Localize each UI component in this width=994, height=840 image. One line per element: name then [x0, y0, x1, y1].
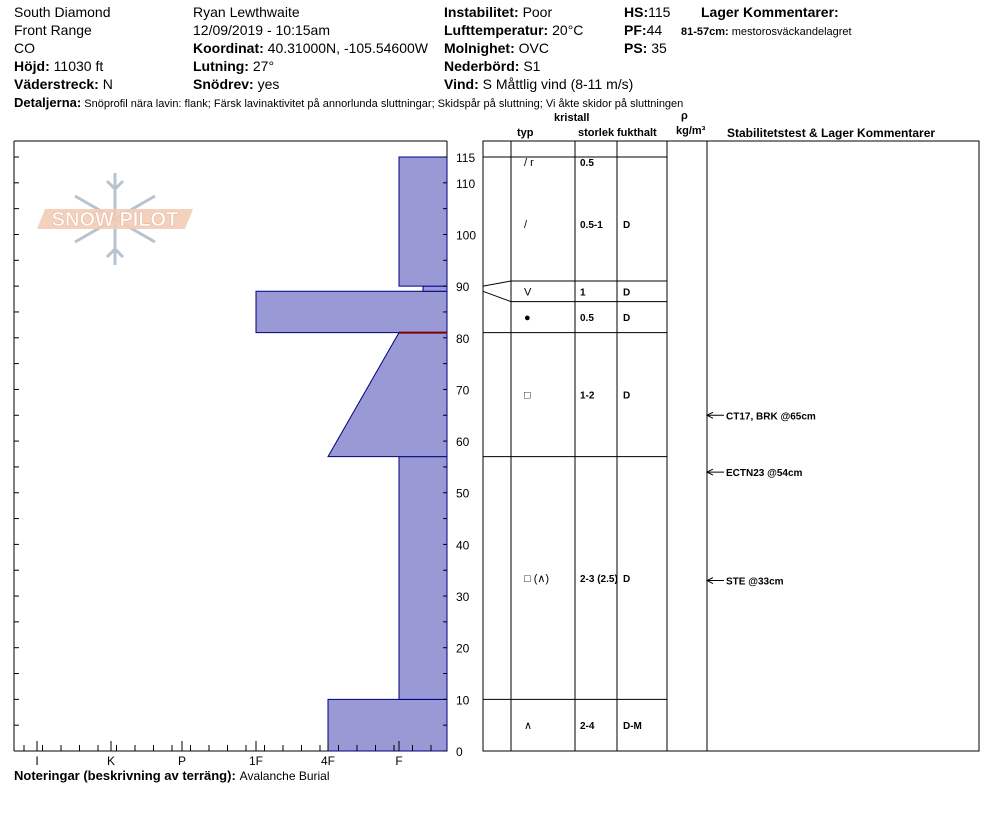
depth-tick-label: 100: [456, 228, 477, 243]
moisture: D-M: [623, 721, 642, 733]
precip-label: Nederbörd:: [444, 58, 520, 74]
hardness-bar: [399, 457, 447, 700]
grain-size: 1-2: [580, 390, 595, 402]
logo-text: SNOW PILOT: [51, 209, 179, 231]
grain-size: 0.5-1: [580, 220, 603, 232]
hs-label: HS:: [624, 4, 649, 20]
coord-value: 40.31000N, -105.54600W: [267, 40, 428, 56]
grain-type-symbol: □ (∧): [524, 572, 550, 585]
aspect-value: N: [102, 76, 113, 92]
profile-table: [483, 141, 979, 751]
grain-size: 2-4: [580, 721, 595, 733]
details-label: Detaljerna:: [14, 95, 82, 110]
hardness-tick-label: 4F: [320, 754, 336, 768]
layer-connector: [483, 281, 511, 286]
elevation-label: Höjd:: [14, 58, 50, 74]
airtemp-label: Lufttemperatur:: [444, 22, 549, 38]
depth-tick-label: 70: [456, 383, 470, 398]
grain-size: 1: [580, 287, 586, 299]
stability-test-label: CT17, BRK @65cm: [726, 411, 816, 423]
wind-value: S Måttlig vind (8-11 m/s): [482, 76, 634, 92]
grain-type-symbol: /: [524, 219, 528, 232]
aspect-label: Väderstreck:: [14, 76, 99, 92]
layer-connector: [483, 291, 511, 301]
sky-value: OVC: [518, 40, 549, 56]
coord-label: Koordinat:: [193, 40, 264, 56]
header-crystal: kristall: [554, 112, 590, 124]
grain-size: 0.5: [580, 158, 594, 170]
location-line-3: CO: [14, 40, 35, 56]
hardness-bar: [328, 333, 447, 457]
notes-value: Avalanche Burial: [239, 769, 330, 783]
sky-label: Molnighet:: [444, 40, 515, 56]
grain-type-symbol: □: [524, 389, 531, 402]
layer-comment-text: mestorosväckandelagret: [731, 26, 852, 38]
datetime: 12/09/2019 - 10:15am: [193, 22, 330, 38]
grain-type-symbol: / r: [524, 157, 534, 170]
moisture: D: [623, 390, 631, 402]
blowing-value: yes: [257, 76, 280, 92]
hs-value: 115: [648, 4, 671, 20]
airtemp-value: 20°C: [552, 22, 584, 38]
hardness-tick-label: I: [35, 754, 39, 768]
notes-label: Noteringar (beskrivning av terräng):: [14, 768, 236, 783]
grain-type-symbol: V: [524, 286, 532, 299]
hardness-bar: [423, 286, 447, 291]
hardness-tick-label: F: [395, 754, 403, 768]
instability-value: Poor: [522, 4, 553, 20]
depth-tick-label: 115: [456, 151, 476, 165]
header-moisture: fukthalt: [617, 127, 657, 139]
stability-test-label: STE @33cm: [726, 576, 784, 588]
hardness-tick-label: 1F: [248, 754, 264, 768]
header-type: typ: [517, 127, 534, 139]
instability-label: Instabilitet:: [444, 4, 519, 20]
hardness-bar: [256, 291, 447, 332]
location-line-1: South Diamond: [14, 4, 111, 20]
depth-tick-label: 0: [456, 745, 463, 759]
moisture: D: [623, 220, 631, 232]
depth-tick-label: 80: [456, 331, 470, 346]
details-text: Snöprofil nära lavin: flank; Färsk lavinaktivitet på annorlunda sluttningar; Skidspår på sluttning; Vi åkte skidor på sluttningen: [84, 98, 684, 110]
elevation-value: 11030 ft: [53, 58, 104, 74]
location-line-2: Front Range: [14, 22, 92, 38]
snowpilot-logo: [37, 173, 193, 265]
depth-tick-label: 110: [456, 176, 476, 191]
hardness-chart: [14, 141, 476, 768]
header-stability: Stabilitetstest & Lager Kommentarer: [727, 126, 936, 140]
moisture: D: [623, 573, 631, 585]
table-frame: [483, 141, 979, 751]
grain-type-symbol: ●: [524, 312, 531, 325]
hardness-bar: [399, 157, 447, 286]
grain-size: 0.5: [580, 313, 594, 325]
slope-value: 27°: [252, 58, 275, 74]
blowing-label: Snödrev:: [193, 76, 254, 92]
pf-value: 44: [646, 22, 663, 38]
ps-label: PS:: [624, 40, 648, 56]
depth-tick-label: 90: [456, 280, 470, 295]
depth-tick-label: 10: [456, 693, 470, 708]
ps-value: 35: [651, 40, 667, 56]
depth-tick-label: 50: [456, 486, 470, 501]
header-rho: ρ: [681, 110, 688, 122]
wind-label: Vind:: [444, 76, 479, 92]
depth-tick-label: 30: [456, 590, 470, 605]
header-size: storlek: [578, 127, 615, 139]
layer-comments-title: Lager Kommentarer:: [701, 4, 839, 20]
depth-tick-label: 40: [456, 538, 470, 553]
observer: Ryan Lewthwaite: [193, 4, 300, 20]
grain-type-symbol: ∧: [524, 720, 533, 733]
pf-label: PF:: [624, 22, 647, 38]
moisture: D: [623, 313, 631, 325]
layer-comment-range: 81-57cm:: [681, 26, 729, 38]
depth-tick-label: 20: [456, 641, 470, 656]
moisture: D: [623, 287, 631, 299]
header-density-unit: kg/m³: [676, 125, 706, 137]
grain-size: 2-3 (2.5): [580, 573, 618, 585]
stability-test-label: ECTN23 @54cm: [726, 468, 803, 480]
precip-value: S1: [523, 58, 541, 74]
hardness-tick-label: K: [106, 754, 116, 768]
hardness-tick-label: P: [177, 754, 187, 768]
depth-tick-label: 60: [456, 435, 470, 450]
hardness-bar: [328, 699, 447, 751]
slope-label: Lutning:: [193, 58, 249, 74]
